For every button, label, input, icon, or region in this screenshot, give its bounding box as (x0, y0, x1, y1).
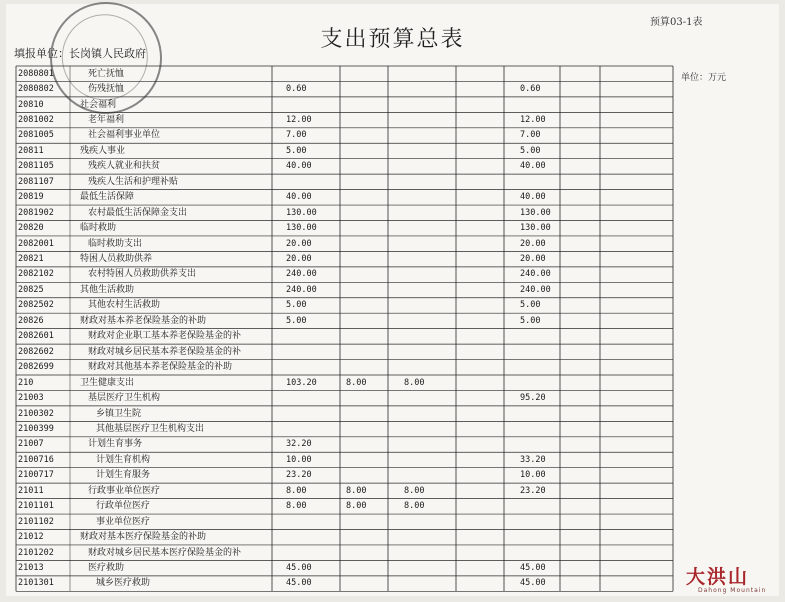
row-code: 20825 (18, 284, 44, 295)
row-name: 残疾人生活和护理补贴 (88, 176, 179, 187)
row-s5-value: 130.00 (520, 223, 551, 234)
row-s5-value: 5.00 (520, 300, 541, 311)
form-number: 预算03-1表 (650, 17, 703, 28)
row-name: 财政对城乡居民基本养老保险基金的补 (88, 346, 242, 357)
row-code: 2081105 (18, 161, 54, 172)
row-s5-value: 5.00 (520, 145, 541, 156)
row-code: 2082001 (18, 238, 54, 249)
row-name: 伤残抚恤 (88, 84, 125, 95)
row-name: 医疗救助 (88, 563, 125, 573)
row-total-value: 5.00 (286, 300, 307, 311)
row-name: 死亡抚恤 (88, 68, 125, 79)
row-name: 农村最低生活保障金支出 (88, 207, 188, 218)
row-code: 20819 (18, 192, 44, 203)
row-code: 2081902 (18, 207, 54, 218)
row-code: 21007 (18, 439, 44, 450)
row-name: 基层医疗卫生机构 (88, 393, 161, 404)
row-name: 临时救助支出 (88, 238, 143, 249)
row-name: 行政事业单位医疗 (88, 485, 161, 496)
logo-text: 大洪山 (686, 566, 750, 588)
row-total-value: 12.00 (286, 114, 312, 125)
row-s2-value: 8.00 (404, 485, 425, 496)
row-s5-value: 33.20 (520, 454, 546, 465)
row-code: 20810 (18, 99, 44, 110)
row-s5-value: 130.00 (520, 207, 551, 218)
row-code: 2101202 (18, 547, 54, 558)
row-total-value: 8.00 (286, 501, 307, 512)
row-code: 2101301 (18, 578, 54, 589)
row-s5-value: 7.00 (520, 130, 541, 141)
row-name: 城乡医疗救助 (96, 578, 151, 589)
row-code: 2082602 (18, 346, 54, 357)
row-total-value: 20.00 (286, 254, 312, 264)
row-name: 社会福利 (80, 99, 117, 110)
row-s2-value: 8.00 (404, 377, 425, 388)
row-code: 2080802 (18, 84, 54, 95)
row-name: 财政对基本医疗保险基金的补助 (80, 532, 207, 543)
row-name: 农村特困人员救助供养支出 (88, 269, 197, 280)
row-name: 计划生育服务 (96, 470, 151, 481)
logo-subtext: Dahong Mountain (698, 587, 767, 594)
row-s5-value: 0.60 (520, 84, 541, 95)
brand-logo (676, 560, 776, 600)
row-name: 财政对企业职工基本养老保险基金的补 (88, 331, 242, 342)
row-s5-value: 40.00 (520, 192, 546, 203)
row-s5-value: 20.00 (520, 238, 546, 249)
row-name: 残疾人事业 (80, 145, 126, 156)
row-s5-value: 45.00 (520, 578, 546, 589)
row-code: 20821 (18, 254, 44, 264)
row-total-value: 103.20 (286, 377, 317, 388)
row-name: 计划生育事务 (88, 439, 143, 450)
row-code: 2082502 (18, 300, 54, 311)
row-total-value: 7.00 (286, 130, 307, 141)
row-s1-value: 8.00 (346, 485, 367, 496)
row-s5-value: 240.00 (520, 284, 551, 295)
row-code: 2100716 (18, 454, 54, 465)
row-s5-value: 45.00 (520, 563, 546, 573)
row-code: 2082601 (18, 331, 54, 342)
row-total-value: 5.00 (286, 315, 307, 326)
row-name: 财政对基本养老保险基金的补助 (80, 315, 207, 326)
row-code: 20820 (18, 223, 44, 234)
row-code: 20811 (18, 145, 44, 156)
row-s5-value: 20.00 (520, 254, 546, 264)
row-s5-value: 5.00 (520, 315, 541, 326)
row-s5-value: 12.00 (520, 114, 546, 125)
row-code: 2081002 (18, 114, 54, 125)
row-name: 财政对其他基本养老保险基金的补助 (88, 362, 233, 373)
row-code: 21012 (18, 532, 44, 543)
row-name: 行政单位医疗 (96, 501, 151, 512)
row-total-value: 45.00 (286, 563, 312, 573)
row-code: 2101102 (18, 516, 54, 527)
row-s5-value: 95.20 (520, 393, 546, 404)
row-code: 21013 (18, 563, 44, 573)
row-code: 2100399 (18, 423, 54, 434)
row-s1-value: 8.00 (346, 501, 367, 512)
row-total-value: 0.60 (286, 84, 307, 95)
row-name: 临时救助 (80, 223, 117, 234)
row-code: 21003 (18, 393, 44, 404)
row-total-value: 45.00 (286, 578, 312, 589)
row-total-value: 8.00 (286, 485, 307, 496)
row-code: 2100717 (18, 470, 54, 481)
row-name: 卫生健康支出 (80, 377, 135, 388)
row-s5-value: 10.00 (520, 470, 546, 481)
row-name: 老年福利 (88, 114, 125, 125)
row-total-value: 10.00 (286, 454, 312, 465)
page-title: 支出预算总表 (320, 27, 465, 52)
row-name: 其他基层医疗卫生机构支出 (96, 423, 205, 434)
row-total-value: 5.00 (286, 145, 307, 156)
row-total-value: 23.20 (286, 470, 312, 481)
row-s2-value: 8.00 (404, 501, 425, 512)
row-total-value: 40.00 (286, 161, 312, 172)
row-name: 其他生活救助 (80, 284, 135, 295)
row-total-value: 40.00 (286, 192, 312, 203)
row-total-value: 130.00 (286, 207, 317, 218)
row-code: 210 (18, 377, 34, 388)
row-name: 特困人员救助供养 (80, 254, 153, 264)
unit-label: 单位：万元 (681, 73, 727, 83)
row-s1-value: 8.00 (346, 377, 367, 388)
row-total-value: 20.00 (286, 238, 312, 249)
row-name: 残疾人就业和扶贫 (88, 161, 161, 172)
row-total-value: 240.00 (286, 269, 317, 280)
row-s5-value: 40.00 (520, 161, 546, 172)
row-code: 20826 (18, 315, 44, 326)
row-code: 2100302 (18, 408, 54, 419)
row-s5-value: 240.00 (520, 269, 551, 280)
row-code: 2081005 (18, 130, 54, 141)
row-code: 2101101 (18, 501, 54, 512)
row-s5-value: 23.20 (520, 485, 546, 496)
row-code: 2080801 (18, 68, 54, 79)
row-name: 社会福利事业单位 (88, 130, 161, 141)
row-total-value: 130.00 (286, 223, 317, 234)
row-code: 2081107 (18, 176, 54, 187)
row-code: 21011 (18, 485, 44, 496)
row-code: 2082699 (18, 362, 54, 373)
row-total-value: 32.20 (286, 439, 312, 450)
filling-unit: 填报单位：长岗镇人民政府 (14, 47, 146, 60)
row-code: 2082102 (18, 269, 54, 280)
row-name: 最低生活保障 (80, 192, 135, 203)
row-name: 财政对城乡居民基本医疗保险基金的补 (88, 547, 242, 558)
row-name: 乡镇卫生院 (96, 408, 142, 419)
row-name: 计划生育机构 (96, 454, 151, 465)
row-name: 事业单位医疗 (96, 516, 151, 527)
row-name: 其他农村生活救助 (88, 300, 161, 311)
row-total-value: 240.00 (286, 284, 317, 295)
